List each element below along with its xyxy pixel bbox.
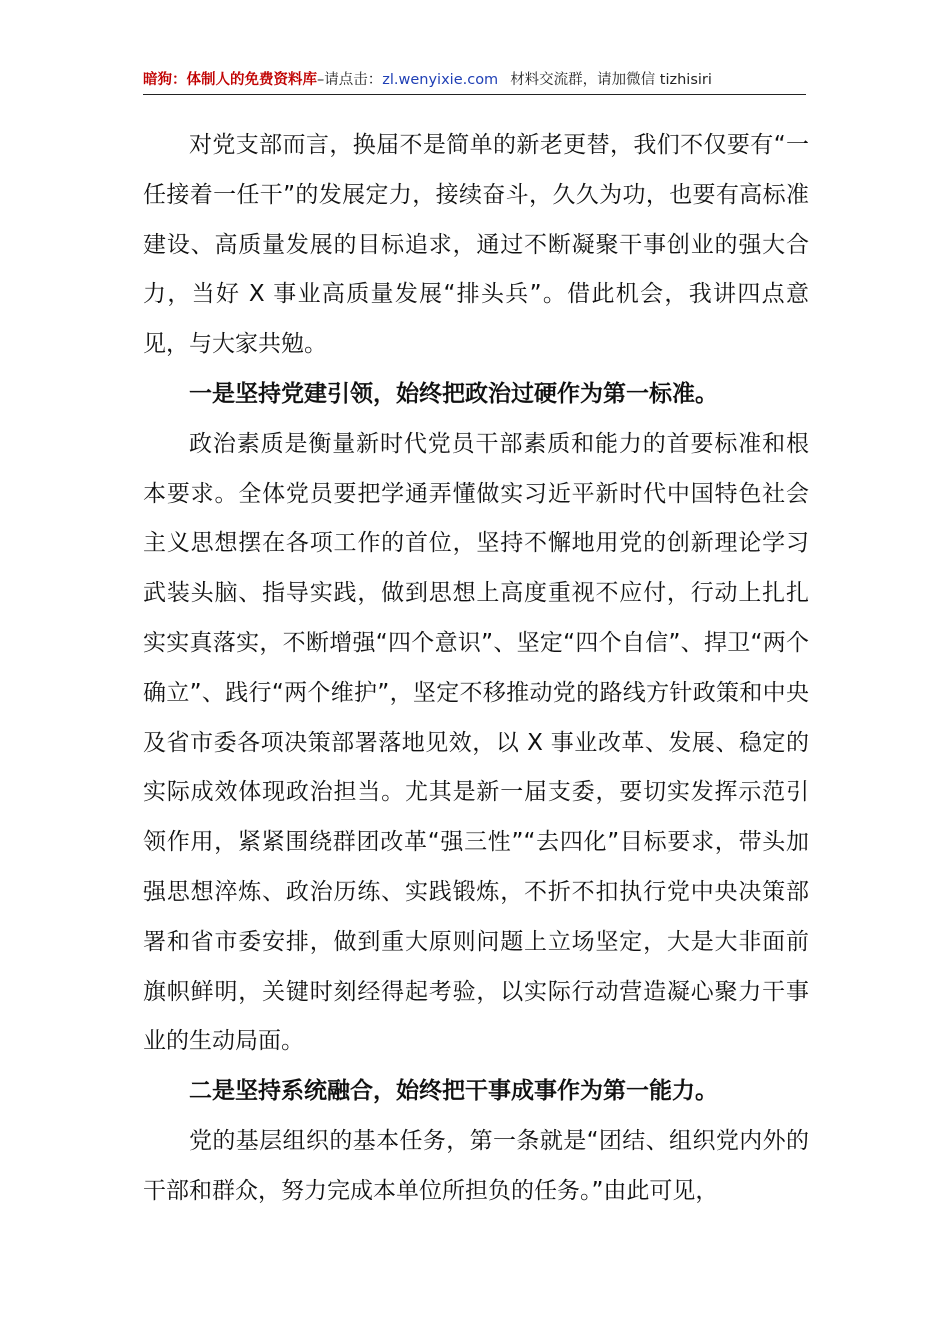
header-link[interactable]: zl.wenyixie.com <box>382 72 499 88</box>
section-heading-2: 二是坚持系统融合，始终把干事成事作为第一能力。 <box>189 1078 718 1105</box>
header-click-label: –请点击： <box>317 72 383 88</box>
paragraph-section-1: 政治素质是衡量新时代党员干部素质和能力的首要标准和根本要求。全体党员要把学通弄懂做实习近平新时代中国特色社会主义思想摆在各项工作的首位，坚持不懈地用党的创新理论学习武装头脑、指导实践，做到思想上高度重视不应付，行动上扎扎实实真落实，不断增强“四个意识”、坚定“四个自信”、捍卫“两个确立”、践行“两个维护”，坚定不移推动党的路线方针政策和中央及省市委各项决策部署落地见效，以 X 事业改革、发展、稳定的实际成效体现政治担当。尤其是新一届支委，要切实发挥示范引领作用，紧紧围绕群团改革“强三性”“去四化”目标要求，带头加强思想淬炼、政治历练、实践锻炼，不折不扣执行党中央决策部署和省市委安排，做到重大原则问题上立场坚定，大是大非面前旗帜鲜明，关键时刻经得起考验，以实际行动营造凝心聚力干事业的生动局面。 <box>143 430 809 1055</box>
section-heading-1: 一是坚持党建引领，始终把政治过硬作为第一标准。 <box>189 380 718 407</box>
paragraph-section-2: 党的基层组织的基本任务，第一条就是“团结、组织党内外的干部和群众，努力完成本单位所担负的任务。”由此可见， <box>143 1127 809 1204</box>
header-brand: 暗狗：体制人的免费资料库 <box>143 72 317 88</box>
paragraph-intro: 对党支部而言，换届不是简单的新老更替，我们不仅要有“一任接着一任干”的发展定力，接续奋斗，久久为功，也要有高标准建设、高质量发展的目标追求，通过不断凝聚干事创业的强大合力，当好 X 事业高质量发展“排头兵”。借此机会，我讲四点意见，与大家共勉。 <box>143 132 809 358</box>
page-header <box>143 68 806 95</box>
header-note: 材料交流群，请加微信 tizhisiri <box>510 72 712 88</box>
document-body <box>143 121 809 1217</box>
